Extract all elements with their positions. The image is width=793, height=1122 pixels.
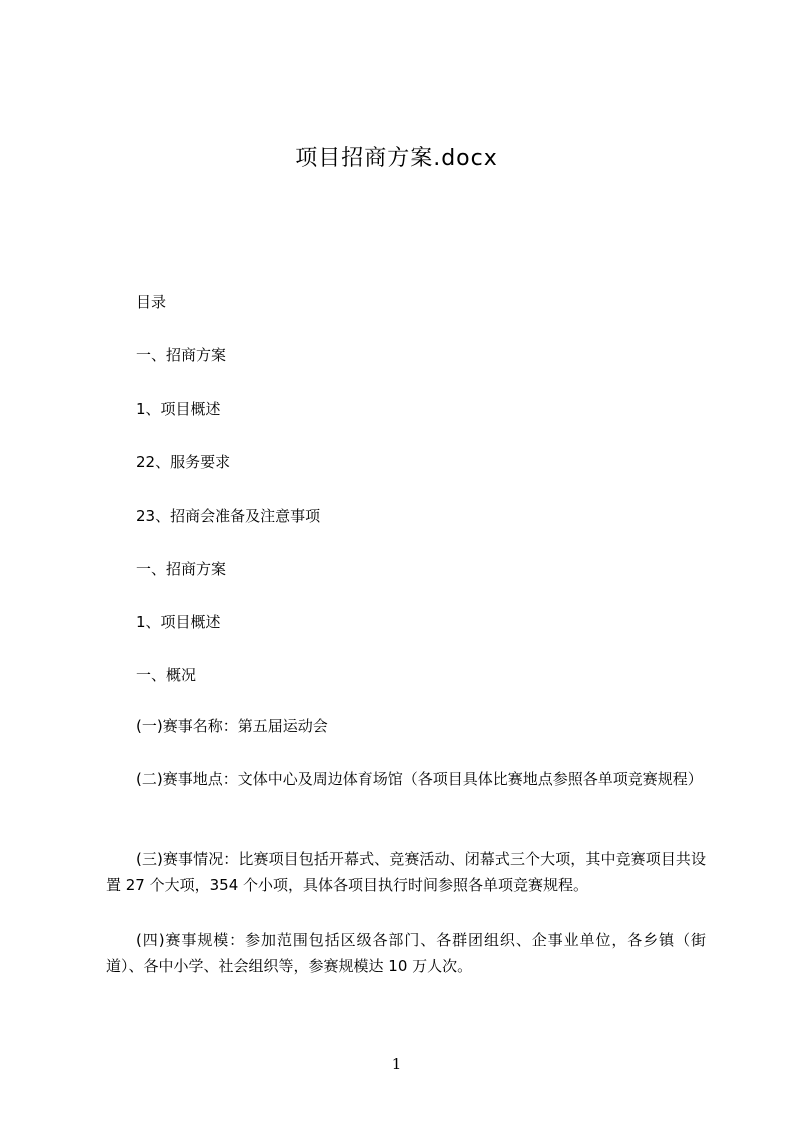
section-subheading: 1、项目概述 — [136, 613, 221, 631]
page-number: 1 — [391, 1055, 402, 1073]
overview-heading: 一、概况 — [136, 666, 197, 684]
paragraph-event-scale: (四)赛事规模：参加范围包括区级各部门、各群团组织、企事业单位，各乡镇（街道）、各中小学、社会组织等，参赛规模达 10 万人次。 — [106, 931, 706, 975]
toc-item: 22、服务要求 — [136, 453, 231, 471]
paragraph-event-venue: (二)赛事地点：文体中心及周边体育场馆（各项目具体比赛地点参照各单项竞赛规程） — [136, 770, 703, 788]
toc-item: 23、招商会准备及注意事项 — [136, 507, 321, 525]
toc-item: 1、项目概述 — [136, 400, 221, 418]
paragraph-event-name: (一)赛事名称：第五届运动会 — [136, 717, 328, 735]
toc-item: 一、招商方案 — [136, 346, 227, 364]
paragraph-event-details: (三)赛事情况：比赛项目包括开幕式、竞赛活动、闭幕式三个大项，其中竞赛项目共设置 27 个大项，354 个小项，具体各项目执行时间参照各单项竞赛规程。 — [106, 850, 706, 894]
document-title: 项目招商方案.docx — [295, 146, 498, 171]
toc-heading: 目录 — [136, 293, 167, 311]
section-heading: 一、招商方案 — [136, 560, 227, 578]
